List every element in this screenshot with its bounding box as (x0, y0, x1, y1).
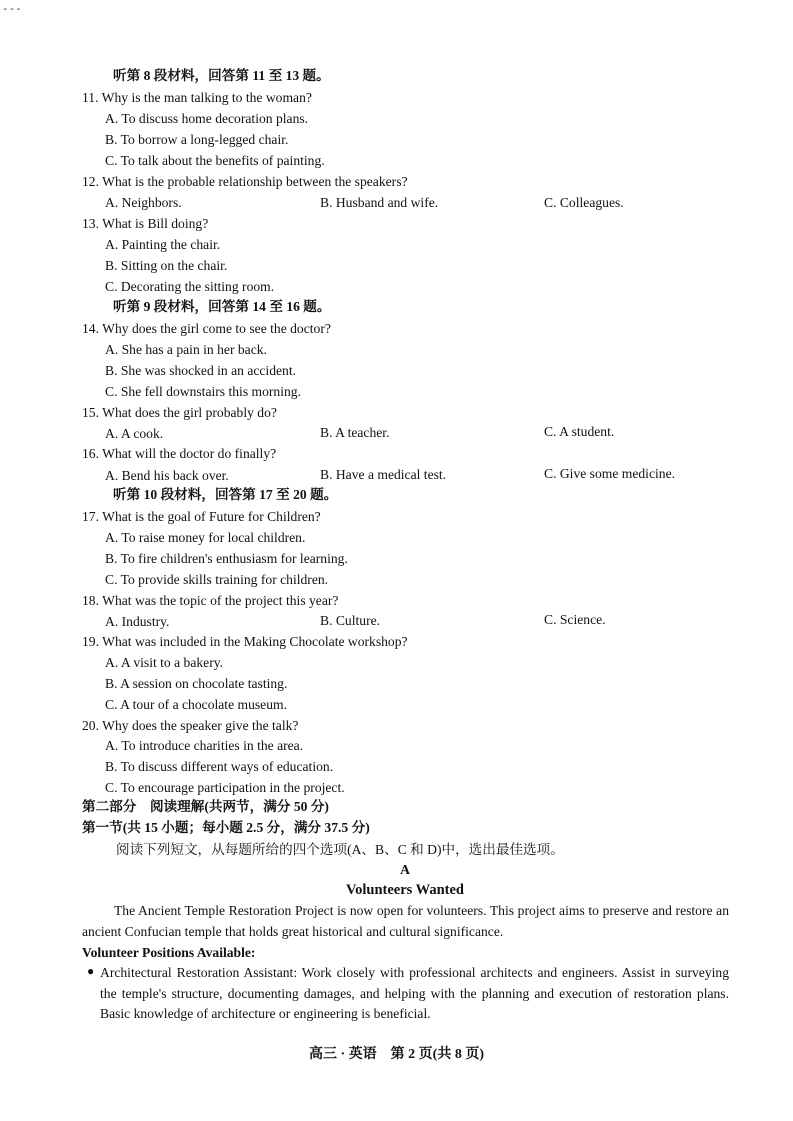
passage-intro: The Ancient Temple Restoration Project is now open for volunteers. This project aims to preserve and restore an ancient Confucian temple that holds great historical and cultural significance. (82, 903, 729, 939)
option: A. To introduce charities in the area. (105, 738, 304, 753)
part-heading: 第二部分 阅读理解(共两节，满分 50 分) (82, 799, 329, 814)
option: B. Have a medical test. (320, 467, 447, 482)
section-instruction: 听第 8 段材料，回答第 11 至 13 题。 (113, 68, 330, 83)
option: B. To discuss different ways of education. (105, 759, 334, 774)
question-stem: 20. Why does the speaker give the talk? (82, 718, 299, 733)
corner-mark: --- (2, 2, 22, 15)
option: C. A student. (544, 424, 615, 439)
positions-heading: Volunteer Positions Available: (82, 945, 256, 960)
position-item: Architectural Restoration Assistant: Work closely with professional architects and engineers. Assist in surveying the temple's structure, documenting damages, and helping with the planning and execution of restoration plans. Basic knowledge of architecture or engineering is beneficial. (100, 965, 729, 1021)
question-stem: 11. Why is the man talking to the woman? (82, 90, 312, 105)
question-stem: 13. What is Bill doing? (82, 216, 209, 231)
section-heading: 第一节(共 15 小题；每小题 2.5 分，满分 37.5 分) (82, 820, 370, 835)
option: A. A visit to a bakery. (105, 655, 224, 670)
option: C. A tour of a chocolate museum. (105, 697, 287, 712)
option: A. To raise money for local children. (105, 530, 306, 545)
option: B. Culture. (320, 613, 381, 628)
reading-instruction: 阅读下列短文，从每题所给的四个选项(A、B、C 和 D)中，选出最佳选项。 (116, 842, 564, 857)
question-stem: 17. What is the goal of Future for Children? (82, 509, 321, 524)
option: B. Husband and wife. (320, 195, 439, 210)
question-stem: 12. What is the probable relationship between the speakers? (82, 174, 408, 189)
option: C. Decorating the sitting room. (105, 279, 275, 294)
question-stem: 14. Why does the girl come to see the doctor? (82, 321, 331, 336)
option: B. A teacher. (320, 425, 390, 440)
option: A. Industry. (105, 614, 170, 629)
option: A. A cook. (105, 426, 164, 441)
option: A. Painting the chair. (105, 237, 221, 252)
option: C. To provide skills training for children. (105, 572, 329, 587)
option: C. Colleagues. (544, 195, 624, 210)
option: C. To talk about the benefits of painting. (105, 153, 325, 168)
question-stem: 15. What does the girl probably do? (82, 405, 277, 420)
option: B. A session on chocolate tasting. (105, 676, 288, 691)
question-stem: 16. What will the doctor do finally? (82, 446, 277, 461)
page-footer: 高三 · 英语 第 2 页(共 8 页) (309, 1047, 484, 1062)
option: B. To borrow a long-legged chair. (105, 132, 289, 147)
option: A. Bend his back over. (105, 468, 229, 483)
option: A. She has a pain in her back. (105, 342, 267, 357)
passage-letter: A (400, 862, 410, 877)
option: A. To discuss home decoration plans. (105, 111, 309, 126)
question-stem: 18. What was the topic of the project this year? (82, 593, 339, 608)
passage-title: Volunteers Wanted (345, 882, 465, 898)
option: C. To encourage participation in the project. (105, 780, 345, 795)
option: B. Sitting on the chair. (105, 258, 228, 273)
option: C. Science. (544, 612, 606, 627)
option: B. To fire children's enthusiasm for learning. (105, 551, 348, 566)
option: B. She was shocked in an accident. (105, 363, 297, 378)
section-instruction: 听第 10 段材料，回答第 17 至 20 题。 (113, 487, 338, 502)
option: C. She fell downstairs this morning. (105, 384, 301, 399)
section-instruction: 听第 9 段材料，回答第 14 至 16 题。 (113, 299, 331, 314)
option: C. Give some medicine. (544, 466, 675, 481)
option: A. Neighbors. (105, 195, 182, 210)
question-stem: 19. What was included in the Making Chocolate workshop? (82, 634, 408, 649)
bullet-icon: ● (87, 964, 95, 978)
